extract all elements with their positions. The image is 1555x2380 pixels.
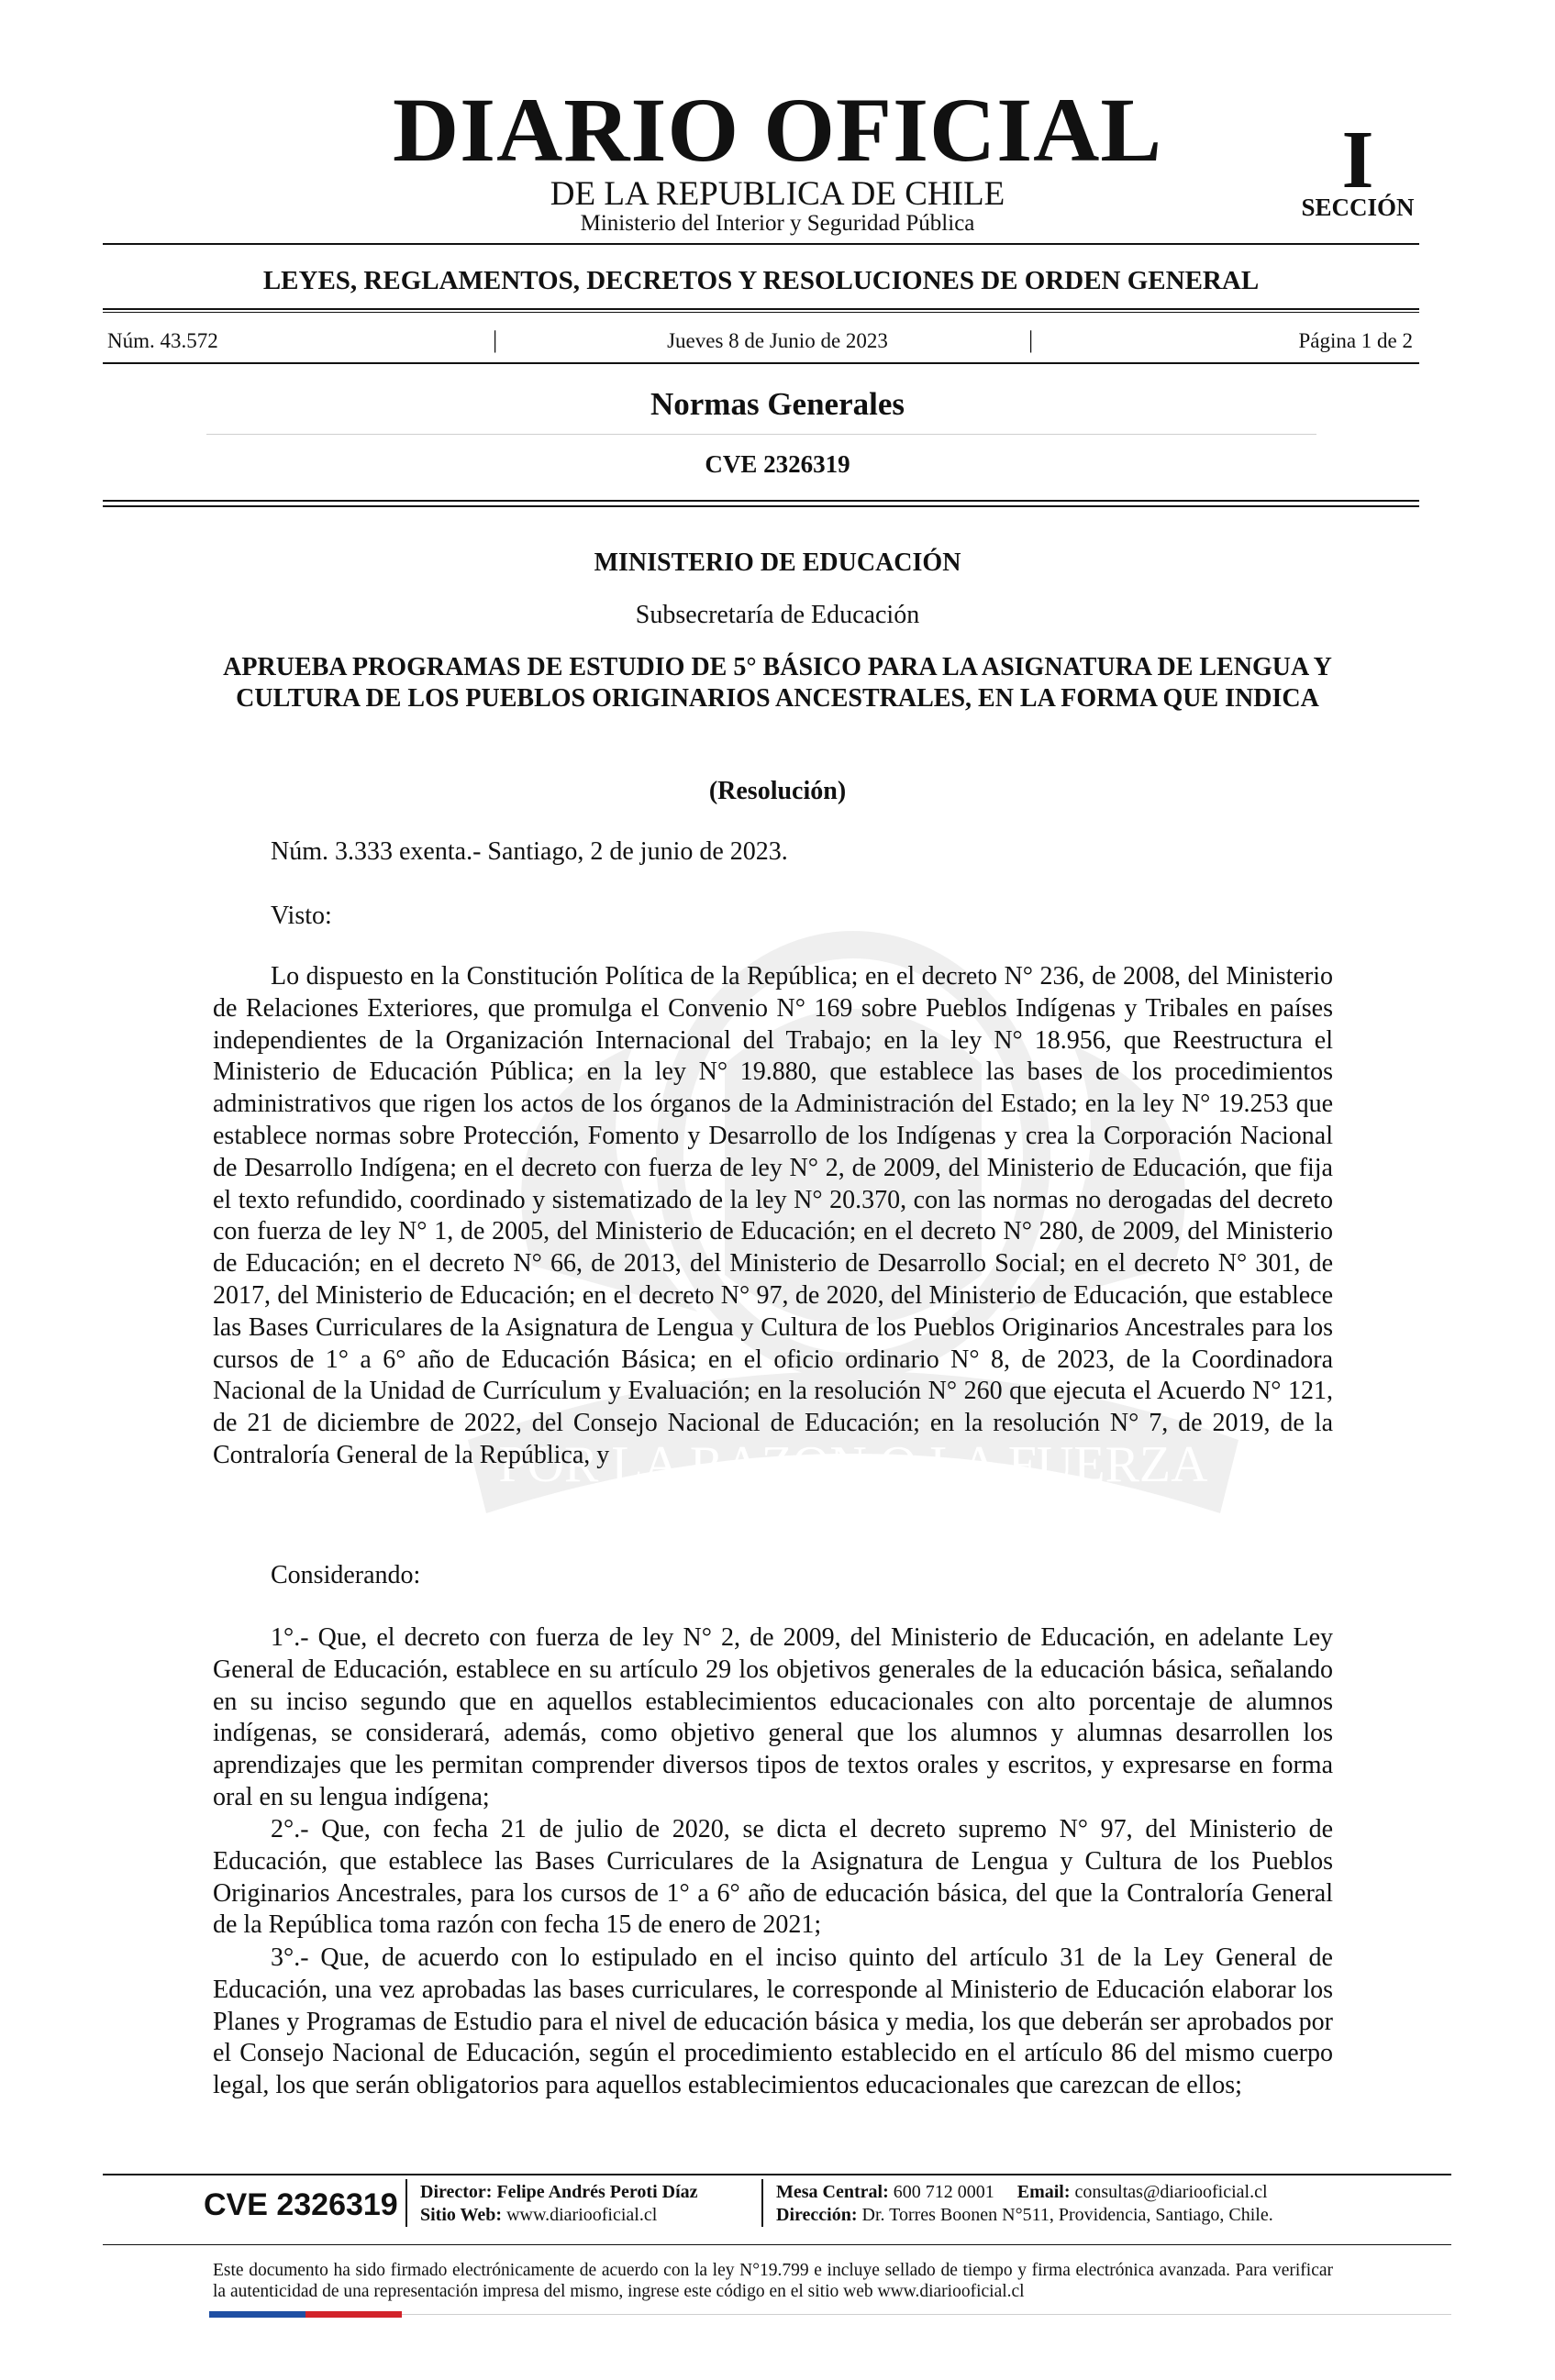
considerando-2: 2°.- Que, con fecha 21 de julio de 2020, se dicta el decreto supremo N° 97, del Ministerio de Educación, que establece las Bases Curriculares de la Asignatura de Lengua y Cultura de los Pueblos Originarios Ancestrales, para los cursos de 1° a 6° año de educación básica, del que la Contraloría General de la República toma razón con fecha 15 de enero de 2021; [213, 1815, 1333, 1940]
flag-stripe-blue [209, 2311, 305, 2318]
issue-date: Jueves 8 de Junio de 2023 [667, 329, 888, 352]
header-rule-2 [103, 505, 1419, 507]
footer-divider [761, 2179, 763, 2227]
banner-rule-top [103, 308, 1419, 310]
infobar-rule [103, 362, 1419, 364]
considerando-3: 3°.- Que, de acuerdo con lo estipulado en el inciso quinto del artículo 31 de la Ley General de Educación, una vez aprobadas las bases curriculares, le corresponde al Ministerio de Educación elaborar los Planes y Programas de Estudio para el nivel de educación básica y media, los que deberán ser aprobados por el Consejo Nacional de Educación, según el procedimiento establecido en el artículo 86 del mismo cuerpo legal, los que serán obligatorios para aquellos establecimientos educacionales que carezcan de ellos; [213, 1943, 1333, 2100]
banner: LEYES, REGLAMENTOS, DECRETOS Y RESOLUCIONES DE ORDEN GENERAL [262, 266, 1260, 295]
flag-stripe-red [305, 2311, 402, 2318]
director-label: Director: [420, 2182, 493, 2202]
director-name: Felipe Andrés Peroti Díaz [496, 2182, 698, 2202]
visto-paragraph: Lo dispuesto en la Constitución Política de la República; en el decreto N° 236, de 2008, del Ministerio de Relaciones Exteriores, que promulga el Convenio N° 169 sobre Pueblos Indígenas y Tribales en países independientes de la Organización Internacional del Trabajo; en la ley N° 18.956, que Reestructura el Ministerio de Educación Pública; en la ley N° 19.880, que establece las bases de los procedimientos administrativos que rigen los actos de los órganos de la Administración del Estado; en la ley N° 19.253 que establece normas sobre Protección, Fomento y Desarrollo de los Indígenas y crea la Corporación Nacional de Desarrollo Indígena; en el decreto con fuerza de ley N° 2, de 2009, del Ministerio de Educación, que fija el texto refundido, coordinado y sistematizado de la ley N° 20.370, con las normas no derogadas del decreto con fuerza de ley N° 1, de 2005, del Ministerio de Educación; en el decreto N° 280, de 2009, del Ministerio de Educación; en el decreto N° 66, de 2013, del Ministerio de Desarrollo Social; en el decreto N° 301, de 2017, del Ministerio de Educación; en el decreto N° 97, de 2020, del Ministerio de Educación, que establece las Bases Curriculares de la Asignatura de Lengua y Cultura de los Pueblos Originarios Ancestrales para los cursos de 1° a 6° año de Educación Básica; en el oficio ordinario N° 8, de 2023, de la Coordinadora Nacional de la Unidad de Currículum y Evaluación; en la resolución N° 260 que ejecuta el Acuerdo N° 121, de 21 de diciembre de 2022, del Consejo Nacional de Educación; en la resolución N° 7, de 2019, de la Contraloría General de la República, y [213, 962, 1333, 1469]
cve-code: CVE 2326319 [705, 450, 850, 478]
footer-rule-middle [103, 2244, 1451, 2245]
ministry-name: MINISTERIO DE EDUCACIÓN [594, 548, 961, 577]
footer-director [420, 2181, 698, 2203]
page-indicator: Página 1 de 2 [1298, 329, 1413, 352]
section-category: Normas Generales [650, 386, 905, 422]
masthead-title: DIARIO OFICIAL [392, 79, 1163, 181]
signature-notice: Este documento ha sido firmado electrónicamente de acuerdo con la ley N°19.799 e incluye sellado de tiempo y firma electrónica avanzada. Para verificar la autenticidad de una representación impresa del mismo, ingrese este código en el sitio web www.diariooficial.cl [213, 2261, 1333, 2301]
subsecretaria: Subsecretaría de Educación [635, 601, 920, 629]
footer-rule-top [103, 2174, 1451, 2175]
footer-contact [776, 2181, 1268, 2203]
footer-divider [405, 2179, 407, 2227]
watermark-motto: POR LA RAZON O LA FUERZA [498, 1436, 1208, 1493]
section-label: SECCIÓN [1301, 194, 1415, 221]
category-divider [206, 434, 1316, 435]
section-number: I [1341, 115, 1374, 205]
address-text: Dr. Torres Boonen N°511, Providencia, Santiago, Chile. [861, 2205, 1273, 2225]
issue-number: Núm. 43.572 [107, 329, 218, 352]
masthead-rule [103, 243, 1419, 245]
website-label: Sitio Web: [420, 2205, 503, 2225]
footer-rule-bottom [402, 2314, 1451, 2315]
header-rule-1 [103, 500, 1419, 502]
mesa-phone: 600 712 0001 [893, 2182, 994, 2202]
email-label: Email: [1016, 2182, 1071, 2202]
masthead-subtitle: DE LA REPUBLICA DE CHILE [550, 175, 1005, 213]
separator: | [1028, 327, 1034, 353]
resolution-title: APRUEBA PROGRAMAS DE ESTUDIO DE 5° BÁSICO PARA LA ASIGNATURA DE LENGUA Y CULTURA DE LOS PUEBLOS ORIGINARIOS ANCESTRALES, EN LA FORMA QUE INDICA [223, 653, 1332, 713]
footer-cve: CVE 2326319 [204, 2187, 398, 2222]
banner-rule-bottom [103, 312, 1419, 313]
document-type: (Resolución) [708, 777, 847, 805]
mesa-label: Mesa Central: [776, 2182, 889, 2202]
website-link[interactable]: www.diariooficial.cl [506, 2205, 658, 2225]
resolution-number-line: Núm. 3.333 exenta.- Santiago, 2 de junio de 2023. [271, 837, 788, 866]
footer-website [420, 2204, 657, 2226]
considerando-1: 1°.- Que, el decreto con fuerza de ley N° 2, de 2009, del Ministerio de Educación, en adelante Ley General de Educación, establece en su artículo 29 los objetivos generales de la educación básica, señalando en su inciso segundo que en aquellos establecimientos educacionales con alto porcentaje de alumnos indígenas, se considerará, además, como objetivo general que los alumnos y alumnas desarrollen los aprendizajes que les permitan comprender diversos tipos de textos orales y escritos, y expresarse en forma oral en su lengua indígena; [213, 1623, 1333, 1811]
address-label: Dirección: [776, 2205, 858, 2225]
email-link[interactable]: consultas@diariooficial.cl [1074, 2182, 1268, 2202]
separator: | [493, 327, 498, 353]
considerando-label: Considerando: [271, 1561, 421, 1589]
visto-label: Visto: [271, 902, 332, 930]
footer-address [776, 2204, 1273, 2226]
masthead-ministry: Ministerio del Interior y Seguridad Pública [580, 211, 975, 236]
